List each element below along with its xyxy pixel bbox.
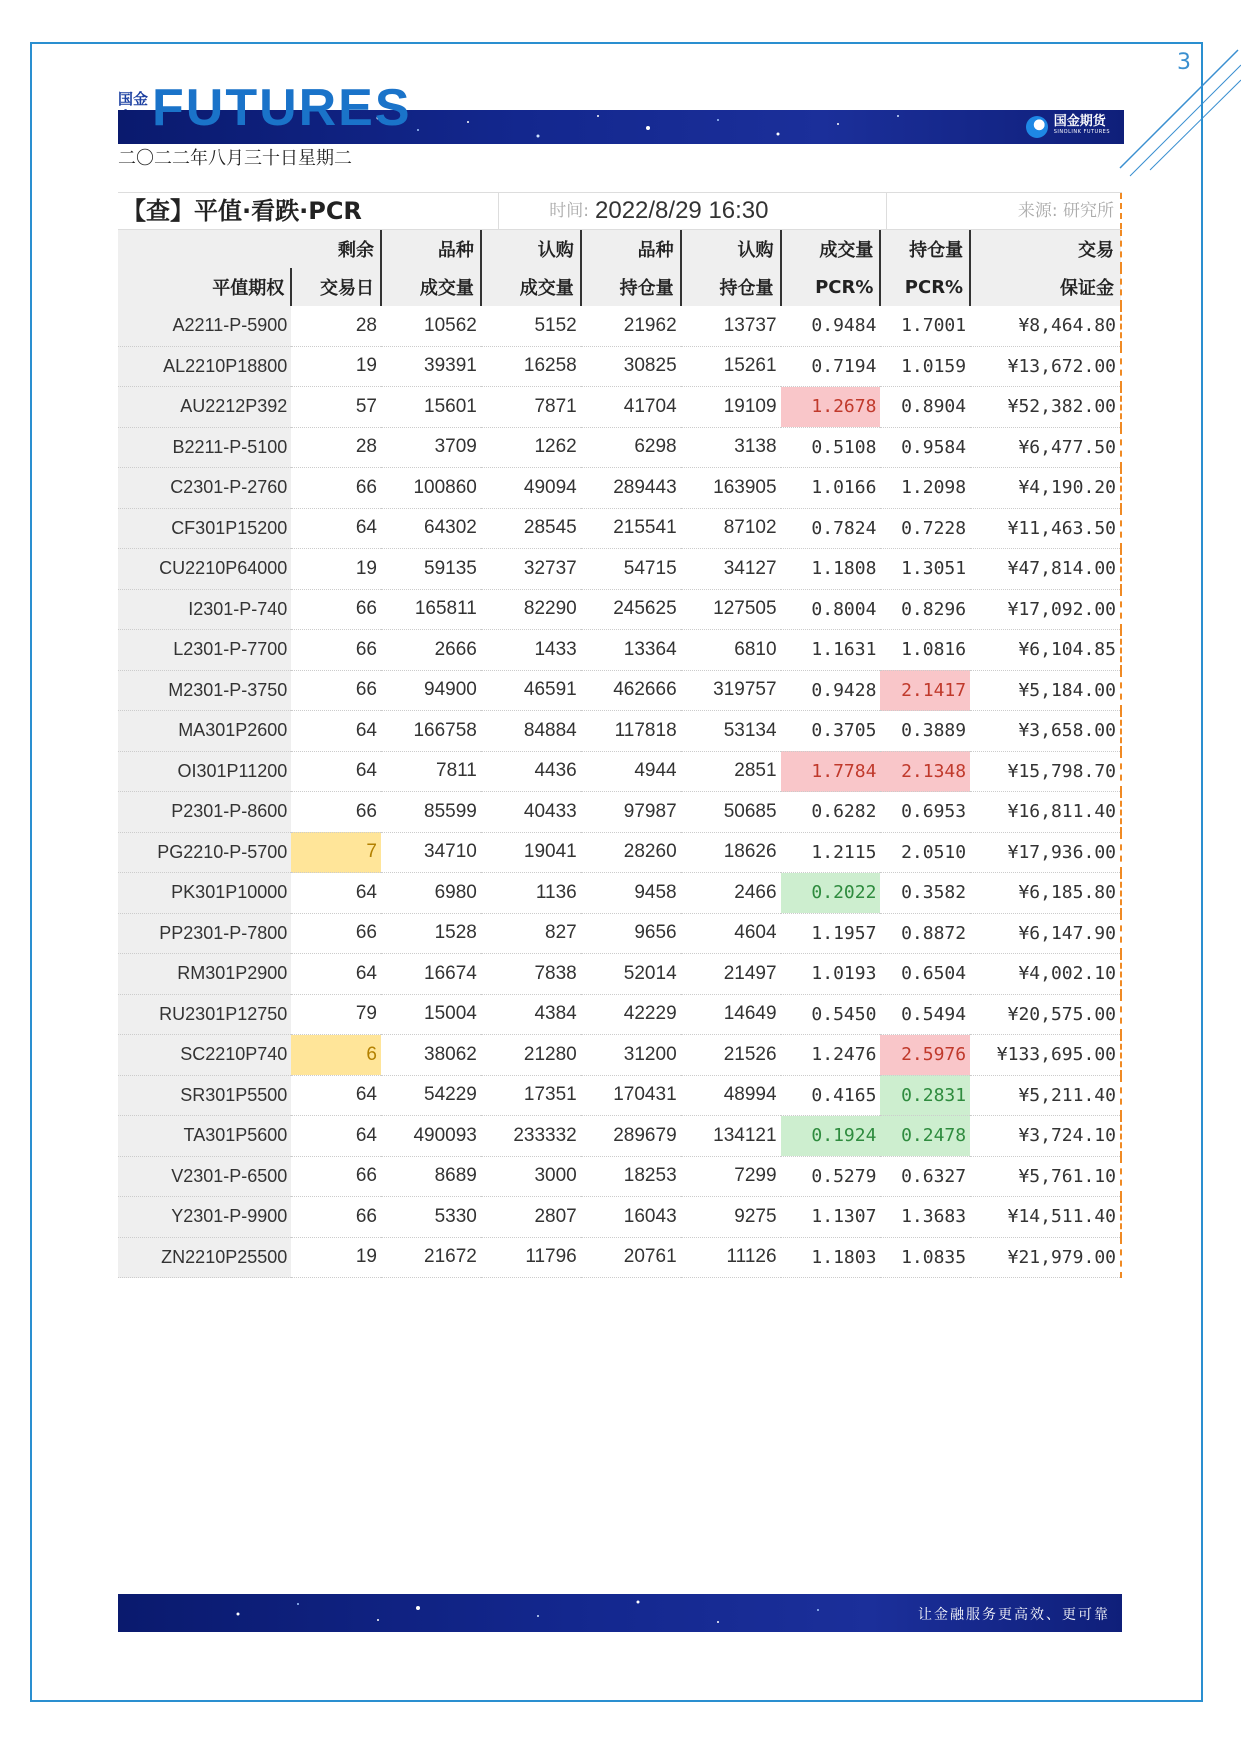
table-cell: 64302 xyxy=(381,508,481,549)
table-cell: 1433 xyxy=(481,630,581,671)
table-cell: 2.1417 xyxy=(880,670,970,711)
table-cell: 4384 xyxy=(481,994,581,1035)
table-cell: 15261 xyxy=(681,346,781,387)
table-cell: 9275 xyxy=(681,1197,781,1238)
table-cell: 3138 xyxy=(681,427,781,468)
table-cell: 4604 xyxy=(681,913,781,954)
table-cell: 165811 xyxy=(381,589,481,630)
table-cell: 0.2022 xyxy=(781,873,881,914)
table-cell: 64 xyxy=(291,873,381,914)
table-cell: 6298 xyxy=(581,427,681,468)
option-code-cell: B2211-P-5100 xyxy=(118,427,291,468)
table-row xyxy=(118,670,1121,711)
table-cell: 42229 xyxy=(581,994,681,1035)
table-cell: 5330 xyxy=(381,1197,481,1238)
table-cell: 19 xyxy=(291,346,381,387)
option-code-cell: MA301P2600 xyxy=(118,711,291,752)
table-cell: ¥5,211.40 xyxy=(970,1075,1121,1116)
table-row xyxy=(118,630,1121,671)
table-cell: 1.1307 xyxy=(781,1197,881,1238)
table-cell: 0.8872 xyxy=(880,913,970,954)
table-cell: 19109 xyxy=(681,387,781,428)
table-cell: 53134 xyxy=(681,711,781,752)
table-cell: 19 xyxy=(291,549,381,590)
table-cell: 0.6504 xyxy=(880,954,970,995)
option-code-cell: SC2210P740 xyxy=(118,1035,291,1076)
table-cell: 64 xyxy=(291,751,381,792)
corner-decoration xyxy=(1110,40,1241,180)
header-bottom-col-4: 持仓量 xyxy=(581,268,681,306)
footer-slogan: 让金融服务更高效、更可靠 xyxy=(918,1607,1110,1623)
table-cell: 6810 xyxy=(681,630,781,671)
table-cell: 64 xyxy=(291,508,381,549)
table-row xyxy=(118,589,1121,630)
table-cell: 127505 xyxy=(681,589,781,630)
header-top-col-2: 品种 xyxy=(381,230,481,268)
table-cell: 0.5494 xyxy=(880,994,970,1035)
option-code-cell: C2301-P-2760 xyxy=(118,468,291,509)
table-row xyxy=(118,387,1121,428)
table-cell: 1.7784 xyxy=(781,751,881,792)
table-cell: 100860 xyxy=(381,468,481,509)
table-cell: 0.6327 xyxy=(880,1156,970,1197)
header-bottom-col-8: 保证金 xyxy=(970,268,1121,306)
table-cell: 20761 xyxy=(581,1237,681,1278)
table-cell: 16674 xyxy=(381,954,481,995)
table-cell: 64 xyxy=(291,1116,381,1157)
table-cell: 21526 xyxy=(681,1035,781,1076)
option-code-cell: AU2212P392 xyxy=(118,387,291,428)
header-top-col-8: 交易 xyxy=(970,230,1121,268)
table-cell: 13737 xyxy=(681,306,781,346)
table-cell: 66 xyxy=(291,468,381,509)
option-code-cell: RU2301P12750 xyxy=(118,994,291,1035)
table-body xyxy=(118,306,1121,1278)
table-cell: ¥4,190.20 xyxy=(970,468,1121,509)
table-cell: 1136 xyxy=(481,873,581,914)
table-cell: 21672 xyxy=(381,1237,481,1278)
option-code-cell: CF301P15200 xyxy=(118,508,291,549)
brand-mark-icon xyxy=(1026,116,1048,138)
brand-text xyxy=(1054,116,1110,138)
table-cell: 82290 xyxy=(481,589,581,630)
report-date: 二〇二二年八月三十日星期二 xyxy=(118,148,352,169)
table-cell: ¥14,511.40 xyxy=(970,1197,1121,1238)
table-cell: 66 xyxy=(291,1197,381,1238)
table-cell: 4436 xyxy=(481,751,581,792)
table-cell: 6 xyxy=(291,1035,381,1076)
table-cell: 1.3051 xyxy=(880,549,970,590)
table-cell: ¥17,936.00 xyxy=(970,832,1121,873)
table-cell: 32737 xyxy=(481,549,581,590)
table-cell: ¥5,184.00 xyxy=(970,670,1121,711)
table-cell: ¥8,464.80 xyxy=(970,306,1121,346)
table-cell: 64 xyxy=(291,954,381,995)
table-cell: 1.0193 xyxy=(781,954,881,995)
table-cell: 117818 xyxy=(581,711,681,752)
option-code-cell: AL2210P18800 xyxy=(118,346,291,387)
option-code-cell: PP2301-P-7800 xyxy=(118,913,291,954)
table-row xyxy=(118,792,1121,833)
table-cell: 21280 xyxy=(481,1035,581,1076)
table-cell: ¥5,761.10 xyxy=(970,1156,1121,1197)
table-cell: 18253 xyxy=(581,1156,681,1197)
table-cell: 1262 xyxy=(481,427,581,468)
table-cell: 1.0835 xyxy=(880,1237,970,1278)
table-cell: 0.8904 xyxy=(880,387,970,428)
table-cell: 64 xyxy=(291,711,381,752)
table-cell: ¥133,695.00 xyxy=(970,1035,1121,1076)
table-cell: 166758 xyxy=(381,711,481,752)
table-cell: 0.9584 xyxy=(880,427,970,468)
table-cell: 4944 xyxy=(581,751,681,792)
table-cell: 57 xyxy=(291,387,381,428)
time-value: 2022/8/29 16:30 xyxy=(595,193,887,229)
table-cell: 3709 xyxy=(381,427,481,468)
table-cell: ¥11,463.50 xyxy=(970,508,1121,549)
table-cell: 66 xyxy=(291,1156,381,1197)
table-cell: ¥20,575.00 xyxy=(970,994,1121,1035)
table-cell: 163905 xyxy=(681,468,781,509)
table-cell: 0.9484 xyxy=(781,306,881,346)
header-bottom-col-0: 平值期权 xyxy=(118,268,291,306)
table-row xyxy=(118,751,1121,792)
table-cell: 0.1924 xyxy=(781,1116,881,1157)
time-label: 时间: xyxy=(549,201,589,221)
table-cell: 2851 xyxy=(681,751,781,792)
table-cell: 0.7824 xyxy=(781,508,881,549)
header-top-col-6: 成交量 xyxy=(781,230,881,268)
table-cell: 9458 xyxy=(581,873,681,914)
table-cell: 7811 xyxy=(381,751,481,792)
table-cell: 215541 xyxy=(581,508,681,549)
table-cell: 50685 xyxy=(681,792,781,833)
table-cell: 16043 xyxy=(581,1197,681,1238)
table-cell: ¥3,658.00 xyxy=(970,711,1121,752)
table-cell: 19041 xyxy=(481,832,581,873)
table-cell: 2666 xyxy=(381,630,481,671)
footer-banner xyxy=(118,1594,1122,1632)
table-cell: 0.3889 xyxy=(880,711,970,752)
table-cell: 2807 xyxy=(481,1197,581,1238)
table-cell: ¥6,477.50 xyxy=(970,427,1121,468)
table-cell: 2.5976 xyxy=(880,1035,970,1076)
table-cell: 87102 xyxy=(681,508,781,549)
table-cell: 1.2098 xyxy=(880,468,970,509)
option-code-cell: A2211-P-5900 xyxy=(118,306,291,346)
table-row xyxy=(118,508,1121,549)
table-cell: 13364 xyxy=(581,630,681,671)
header-bottom-col-5: 持仓量 xyxy=(681,268,781,306)
table-row xyxy=(118,1237,1121,1278)
table-cell: 0.5108 xyxy=(781,427,881,468)
table-cell: 2.0510 xyxy=(880,832,970,873)
table-cell: 1.2476 xyxy=(781,1035,881,1076)
table-cell: ¥17,092.00 xyxy=(970,589,1121,630)
table-cell: 97987 xyxy=(581,792,681,833)
table-cell: 0.5279 xyxy=(781,1156,881,1197)
header-top-col-5: 认购 xyxy=(681,230,781,268)
header-bottom-col-3: 成交量 xyxy=(481,268,581,306)
option-code-cell: SR301P5500 xyxy=(118,1075,291,1116)
table-cell: 0.6282 xyxy=(781,792,881,833)
table-cell: 66 xyxy=(291,630,381,671)
table-cell: ¥52,382.00 xyxy=(970,387,1121,428)
header-top-col-0 xyxy=(118,230,291,268)
brand-logo xyxy=(1026,116,1110,138)
table-cell: 46591 xyxy=(481,670,581,711)
table-cell: 10562 xyxy=(381,306,481,346)
table-cell: 6980 xyxy=(381,873,481,914)
table-row xyxy=(118,1156,1121,1197)
table-cell: 84884 xyxy=(481,711,581,752)
brand-name-en: SINOLINK FUTURES xyxy=(1053,129,1110,135)
table-cell: 14649 xyxy=(681,994,781,1035)
table-cell: 79 xyxy=(291,994,381,1035)
option-code-cell: PG2210-P-5700 xyxy=(118,832,291,873)
table-title-row xyxy=(118,192,1122,230)
table-cell: 490093 xyxy=(381,1116,481,1157)
table-cell: 2466 xyxy=(681,873,781,914)
table-cell: 0.4165 xyxy=(781,1075,881,1116)
table-cell: 0.2831 xyxy=(880,1075,970,1116)
table-cell: 85599 xyxy=(381,792,481,833)
table-cell: 28545 xyxy=(481,508,581,549)
table-cell: ¥6,147.90 xyxy=(970,913,1121,954)
table-cell: 28260 xyxy=(581,832,681,873)
option-code-cell: TA301P5600 xyxy=(118,1116,291,1157)
option-code-cell: CU2210P64000 xyxy=(118,549,291,590)
table-cell: 19 xyxy=(291,1237,381,1278)
table-cell: 1.0166 xyxy=(781,468,881,509)
table-cell: 245625 xyxy=(581,589,681,630)
table-cell: 94900 xyxy=(381,670,481,711)
table-cell: 1.7001 xyxy=(880,306,970,346)
table-cell: 289443 xyxy=(581,468,681,509)
table-cell: 1.3683 xyxy=(880,1197,970,1238)
table-row xyxy=(118,1035,1121,1076)
table-cell: 11796 xyxy=(481,1237,581,1278)
table-cell: 38062 xyxy=(381,1035,481,1076)
table-cell: ¥13,672.00 xyxy=(970,346,1121,387)
option-code-cell: RM301P2900 xyxy=(118,954,291,995)
header-bottom-col-7: PCR% xyxy=(880,268,970,306)
header-top-col-1: 剩余 xyxy=(291,230,381,268)
header-top-col-4: 品种 xyxy=(581,230,681,268)
table-cell: 5152 xyxy=(481,306,581,346)
table-cell: 64 xyxy=(291,1075,381,1116)
table-cell: ¥21,979.00 xyxy=(970,1237,1121,1278)
table-cell: 15004 xyxy=(381,994,481,1035)
table-title: 【查】平值·看跌·PCR xyxy=(118,193,499,229)
table-cell: 462666 xyxy=(581,670,681,711)
table-row xyxy=(118,468,1121,509)
table-cell: 17351 xyxy=(481,1075,581,1116)
table-cell: 0.5450 xyxy=(781,994,881,1035)
table-cell: 66 xyxy=(291,913,381,954)
option-code-cell: I2301-P-740 xyxy=(118,589,291,630)
table-cell: 1.2115 xyxy=(781,832,881,873)
table-cell: 0.7194 xyxy=(781,346,881,387)
header-bottom-col-1: 交易日 xyxy=(291,268,381,306)
table-cell: 0.3582 xyxy=(880,873,970,914)
table-cell: ¥6,104.85 xyxy=(970,630,1121,671)
table-row xyxy=(118,1197,1121,1238)
table-row xyxy=(118,954,1121,995)
table-cell: 28 xyxy=(291,427,381,468)
table-cell: 52014 xyxy=(581,954,681,995)
table-row xyxy=(118,711,1121,752)
brand-name-cn: 国金期货 xyxy=(1053,114,1106,129)
option-code-cell: P2301-P-8600 xyxy=(118,792,291,833)
table-cell: 66 xyxy=(291,589,381,630)
table-cell: 1528 xyxy=(381,913,481,954)
table-cell: 34127 xyxy=(681,549,781,590)
table-row xyxy=(118,994,1121,1035)
table-row xyxy=(118,306,1121,346)
table-cell: 1.2678 xyxy=(781,387,881,428)
table-cell: 11126 xyxy=(681,1237,781,1278)
table-cell: 7838 xyxy=(481,954,581,995)
table-cell: 18626 xyxy=(681,832,781,873)
table-cell: ¥3,724.10 xyxy=(970,1116,1121,1157)
table-cell: 1.1808 xyxy=(781,549,881,590)
table-cell: 233332 xyxy=(481,1116,581,1157)
table-cell: 39391 xyxy=(381,346,481,387)
table-cell: 54715 xyxy=(581,549,681,590)
table-cell: 7299 xyxy=(681,1156,781,1197)
logo-en: FUTURES xyxy=(152,79,412,137)
table-cell: 21497 xyxy=(681,954,781,995)
table-cell: 15601 xyxy=(381,387,481,428)
header-bottom-col-6: PCR% xyxy=(781,268,881,306)
table-cell: 134121 xyxy=(681,1116,781,1157)
table-cell: 40433 xyxy=(481,792,581,833)
table-cell: 0.6953 xyxy=(880,792,970,833)
table-row xyxy=(118,873,1121,914)
table-cell: 0.8296 xyxy=(880,589,970,630)
table-cell: 0.8004 xyxy=(781,589,881,630)
table-cell: 0.9428 xyxy=(781,670,881,711)
table-cell: 66 xyxy=(291,792,381,833)
table-cell: 34710 xyxy=(381,832,481,873)
header-row-bottom xyxy=(118,268,1121,306)
pcr-table xyxy=(118,230,1122,1278)
option-code-cell: M2301-P-3750 xyxy=(118,670,291,711)
table-cell: 1.1803 xyxy=(781,1237,881,1278)
table-row xyxy=(118,427,1121,468)
pcr-table-section xyxy=(118,192,1122,1278)
header-top-col-3: 认购 xyxy=(481,230,581,268)
option-code-cell: ZN2210P25500 xyxy=(118,1237,291,1278)
table-cell: 319757 xyxy=(681,670,781,711)
table-cell: 66 xyxy=(291,670,381,711)
table-row xyxy=(118,913,1121,954)
table-cell: 41704 xyxy=(581,387,681,428)
table-cell: 9656 xyxy=(581,913,681,954)
option-code-cell: OI301P11200 xyxy=(118,751,291,792)
source-label: 来源: 研究所 xyxy=(887,193,1122,229)
table-cell: 16258 xyxy=(481,346,581,387)
table-cell: ¥4,002.10 xyxy=(970,954,1121,995)
table-cell: 30825 xyxy=(581,346,681,387)
table-cell: 170431 xyxy=(581,1075,681,1116)
table-cell: 28 xyxy=(291,306,381,346)
table-cell: 31200 xyxy=(581,1035,681,1076)
table-cell: 48994 xyxy=(681,1075,781,1116)
table-cell: 0.2478 xyxy=(880,1116,970,1157)
table-cell: 21962 xyxy=(581,306,681,346)
header-row-top xyxy=(118,230,1121,268)
table-cell: 1.1631 xyxy=(781,630,881,671)
table-cell: 7871 xyxy=(481,387,581,428)
table-cell: 49094 xyxy=(481,468,581,509)
table-cell: 289679 xyxy=(581,1116,681,1157)
table-cell: 54229 xyxy=(381,1075,481,1116)
table-cell: 1.0816 xyxy=(880,630,970,671)
table-cell: ¥47,814.00 xyxy=(970,549,1121,590)
table-row xyxy=(118,549,1121,590)
option-code-cell: Y2301-P-9900 xyxy=(118,1197,291,1238)
table-row xyxy=(118,346,1121,387)
table-cell: 7 xyxy=(291,832,381,873)
table-cell: 59135 xyxy=(381,549,481,590)
logo-cn-text: 国金 xyxy=(118,90,149,108)
table-cell: 827 xyxy=(481,913,581,954)
option-code-cell: PK301P10000 xyxy=(118,873,291,914)
table-cell: 0.7228 xyxy=(880,508,970,549)
table-cell: 1.1957 xyxy=(781,913,881,954)
table-cell: 0.3705 xyxy=(781,711,881,752)
table-cell: ¥15,798.70 xyxy=(970,751,1121,792)
page-number: 3 xyxy=(1177,50,1191,75)
option-code-cell: V2301-P-6500 xyxy=(118,1156,291,1197)
table-cell: 1.0159 xyxy=(880,346,970,387)
table-cell: 3000 xyxy=(481,1156,581,1197)
table-row xyxy=(118,1075,1121,1116)
table-cell: 8689 xyxy=(381,1156,481,1197)
header-top-col-7: 持仓量 xyxy=(880,230,970,268)
table-cell: ¥6,185.80 xyxy=(970,873,1121,914)
table-cell: 2.1348 xyxy=(880,751,970,792)
table-cell: ¥16,811.40 xyxy=(970,792,1121,833)
table-row xyxy=(118,832,1121,873)
option-code-cell: L2301-P-7700 xyxy=(118,630,291,671)
table-row xyxy=(118,1116,1121,1157)
header-bottom-col-2: 成交量 xyxy=(381,268,481,306)
